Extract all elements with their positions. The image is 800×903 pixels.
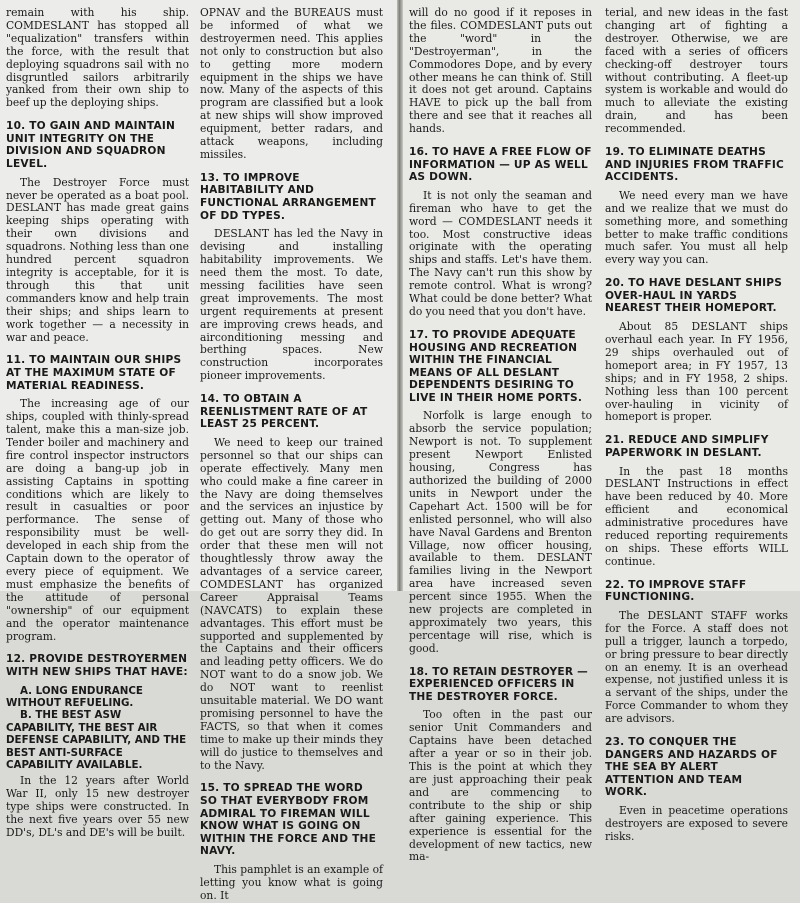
paragraph: The Destroyer Force must never be operated as a boat pool. DESLANT has made great gains keeping ships operating with their own divisions and squadrons. Nothing less than one hundred percent squadron integrity is acceptable, for it is through this that unit commanders know and help train their ships; and ships learn to work together — a necessity in war and peace. <box>6 175 189 344</box>
paragraph: It is not only the seaman and fireman who have to get the word — COMDESLANT needs it too. Most constructive ideas originate with the operating ships and staffs. Let's have them. The Navy can't run this show by remote control. What is wrong? What could be done better? What do you need that you don't have. <box>409 188 592 318</box>
section-heading-12: 12. PROVIDE DESTROYERMEN WITH NEW SHIPS THAT HAVE: <box>6 653 188 678</box>
section-heading-15: 15. TO SPREAD THE WORD SO THAT EVERYBODY FROM ADMIRAL TO FIREMAN WILL KNOW WHAT IS GOING ON WITHIN THE FORCE AND THE NAVY. <box>200 782 377 858</box>
paragraph: Too often in the past our senior Unit Commanders and Captains have been detached after a year or so in their job. This is the point at which they are just approaching their peak and are commencing to contribute to the ship or ship after gaining experience. This experience is essential for the development of new tactics, new ma- <box>409 708 592 864</box>
subheading-12a: A. LONG ENDURANCE WITHOUT REFUELING. <box>6 684 143 709</box>
paragraph: terial, and new ideas in the fast changing art of fighting a destroyer. Otherwise, we are faced with a series of officers checking-off destroyer tours without contributing. A fleet-up system is workable and would do much to alleviate the existing drain, and has been recommended. <box>605 6 788 136</box>
right-column-1 <box>409 0 592 864</box>
left-column-1 <box>6 0 189 840</box>
left-column-2 <box>200 0 384 902</box>
paragraph: Even in peacetime operations destroyers are exposed to severe risks. <box>605 804 788 843</box>
paragraph: remain with his ship. COMDESLANT has stopped all "equalization" transfers within the force, with the result that deploying squadrons sail with no disgruntled sailors arbitrarily yanked from their own ship to beef up the deploying ships. <box>6 6 189 110</box>
paragraph: The increasing age of our ships, coupled with thinly-spread talent, make this a man-size job. Tender boiler and machinery and fire control inspector instructors are doing a bang-up job in assisting Captains in spotting conditions which are likely to result in casualties or poor performance. The sense of responsibility must be well-developed in each ship from the Captain down to the operator of every piece of equipment. We must emphasize the benefits of the attitude of personal "ownership" of our equipment and the operator maintenance program. <box>6 397 189 643</box>
section-heading-23: 23. TO CONQUER THE DANGERS AND HAZARDS OF THE SEA BY ALERT ATTENTION AND TEAM WORK. <box>605 736 778 799</box>
paragraph: In the 12 years after World War II, only 15 new destroyer type ships were constructed. In the next five years over 55 new DD's, DL's and DE's will be built. <box>6 774 189 840</box>
section-heading-21: 21. REDUCE AND SIMPLIFY PAPERWORK IN DESLANT. <box>605 434 769 459</box>
paragraph: This pamphlet is an example of letting you know what is going on. It <box>200 863 384 902</box>
paragraph: Norfolk is large enough to absorb the service population; Newport is not. To supplement present Newport Enlisted housing, Congress has authorized the building of 2000 units in Newport under the Capehart Act. 1500 will be for enlisted personnel, who will also have Naval Gardens and Brenton Village, now officer housing, available to them. DESLANT families living in the Newport area have increased seven percent since 1955. When the new projects are completed in approximately two years, this percentage will rise, which is good. <box>409 409 592 655</box>
section-heading-17: 17. TO PROVIDE ADEQUATE HOUSING AND RECREATION WITHIN THE FINANCIAL MEANS OF ALL DESLANT DEPENDENTS DESIRING TO LIVE IN THEIR HOME PORTS. <box>409 328 583 404</box>
subheading-12b: B. THE BEST ASW CAPABILITY, THE BEST AIR DEFENSE CAPABILITY, AND THE BEST ANTI-SURFACE CAPABILITY AVAILABLE. <box>6 709 187 772</box>
paragraph: We need to keep our trained personnel so that our ships can operate effectively. Many men who could make a fine career in the Navy are doing themselves and the services an injustice by getting out. Many of those who do get out are sorry they did. In order that these men will not thoughtlessly throw away the advantages of a service career, COMDESLANT has organized Career Appraisal Teams (NAVCATS) to explain these advantages. This effort must be supported and supplemented by the Captains and their officers and leading petty officers. We do NOT want to do a snow job. We do NOT want to reenlist unsuitable material. We DO want promising personnel to have the FACTS, so that when it comes time to make up their minds they will do justice to themselves and to the Navy. <box>200 435 383 772</box>
paragraph: About 85 DESLANT ships overhaul each year. In FY 1956, 29 ships overhauled out of homeport area; in FY 1957, 13 ships; and in FY 1958, 2 ships. Nothing less than 100 percent over-hauling in vicinity of homeport is proper. <box>605 320 788 424</box>
paragraph: OPNAV and the BUREAUS must be informed of what we destroyermen need. This applies not only to construction but also to getting more modern equipment in the ships we have now. Many of the aspects of this program are classified but a look at new ships will show improved equipment, better radars, and attack weapons, including missiles. <box>200 6 383 161</box>
section-heading-22: 22. TO IMPROVE STAFF FUNCTIONING. <box>605 578 747 604</box>
section-heading-14: 14. TO OBTAIN A REENLISTMENT RATE OF AT LEAST 25 PERCENT. <box>200 393 368 431</box>
section-heading-16: 16. TO HAVE A FREE FLOW OF INFORMATION — UP AS WELL AS DOWN. <box>409 146 592 184</box>
section-heading-18: 18. TO RETAIN DESTROYER — EXPERIENCED OFFICERS IN THE DESTROYER FORCE. <box>409 665 588 703</box>
paragraph: The DESLANT STAFF works for the Force. A staff does not pull a trigger, launch a torpedo, or bring pressure to bear directly on an enemy. It is an overhead expense, not justified unless it is a servant of the ships, under the Force Commander to whom they are advisors. <box>605 608 788 726</box>
section-heading-13: 13. TO IMPROVE HABITABILITY AND FUNCTIONAL ARRANGEMENT OF DD TYPES. <box>200 171 376 222</box>
section-heading-19: 19. TO ELIMINATE DEATHS AND INJURIES FROM TRAFFIC ACCIDENTS. <box>605 146 784 184</box>
paragraph: In the past 18 months DESLANT Instructions in effect have been reduced by 40. More efficient and economical administrative procedures have reduced reporting requirements on ships. These efforts WILL continue. <box>605 464 788 568</box>
section-heading-11: 11. TO MAINTAIN OUR SHIPS AT THE MAXIMUM STATE OF MATERIAL READINESS. <box>6 354 182 392</box>
left-page <box>0 0 397 902</box>
section-heading-20: 20. TO HAVE DESLANT SHIPS OVER-HAUL IN YARDS NEAREST THEIR HOMEPORT. <box>605 277 783 315</box>
paragraph: will do no good if it reposes in the files. COMDESLANT puts out the "word" in the "Destroyerman", in the Commodores Dope, and by every other means he can think of. Still it does not get around. Captains HAVE to pick up the ball from there and see that it reaches all hands. <box>409 6 592 136</box>
right-column-2 <box>605 0 788 843</box>
right-page <box>403 0 800 864</box>
paragraph: DESLANT has led the Navy in devising and installing habitability improvements. We need them the most. To date, messing facilities have seen great improvements. The most urgent requirements at present are improving crews heads, and airconditioning messing and berthing spaces. New construction incorporates pioneer improvements. <box>200 227 383 383</box>
paragraph: We need every man we have and we realize that we must do something more, and something better to make traffic conditions much safer. You must all help every way you can. <box>605 188 788 267</box>
section-heading-10: 10. TO GAIN AND MAINTAIN UNIT INTEGRITY ON THE DIVISION AND SQUADRON LEVEL. <box>6 120 176 171</box>
